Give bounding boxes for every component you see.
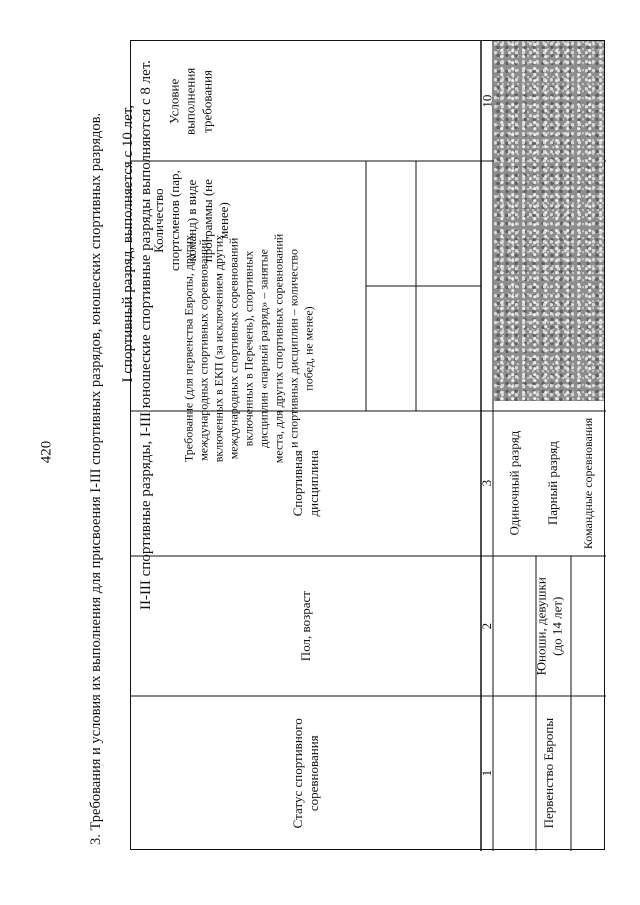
col-number-10 [478, 41, 494, 161]
header-athletes-count: Количество спортсменов (пар, команд) в виде программы (не менее) [150, 170, 231, 272]
requirements-table [130, 40, 605, 850]
row-discipline-singles [493, 411, 536, 556]
status-value: Первенство Европы [541, 718, 557, 829]
header-discipline-cell [131, 411, 481, 556]
header-requirement-cell [131, 233, 366, 464]
row-discipline-team-label: Командные соревнования [581, 417, 596, 550]
row-discipline-singles-label: Одиночный разряд [506, 431, 522, 536]
row-discipline-doubles [536, 411, 571, 556]
col-number-1-label: 1 [478, 770, 494, 777]
header-status: Статус спортивного соревнования [289, 718, 321, 829]
header-condition-cell [131, 41, 251, 161]
sex-age-value: Юноши, девушки (до 14 лет) [533, 576, 565, 676]
col-number-3-label: 3 [478, 480, 494, 487]
sex-age-value-cell [493, 556, 606, 696]
page-number: 420 [38, 440, 55, 464]
col-number-2 [478, 556, 494, 696]
header-condition: Условие выполнения требования [166, 67, 215, 135]
status-value-cell [493, 696, 606, 851]
scan-shaded-area [494, 41, 604, 401]
header-discipline: Спортивная дисциплина [289, 450, 321, 517]
header-requirement: Требование (для первенства Европы, других международных спортивных соревнований, включенных в ЕКП (за исключением других международных спортивных соревнований включенных в Перечень), спортивных дисциплин «парный разряд» – занятые места, для других спортивных соревнований и спортивных дисциплин – количество побед, не менее) [181, 233, 315, 464]
row-discipline-team [571, 411, 606, 556]
row-discipline-doubles-label: Парный разряд [545, 441, 561, 526]
col-number-10-label: 10 [478, 94, 494, 108]
header-status-cell [131, 696, 481, 851]
age-note-other-ranks: II-III спортивные разряды, I-III юношеские спортивные разряды выполняются с 8 лет. [138, 60, 154, 611]
age-note-first-rank: I спортивный разряд, выполняется с 10 лет, [120, 105, 136, 383]
header-sex-age: Пол, возраст [297, 590, 313, 662]
header-sex-age-cell [131, 556, 481, 696]
col-number-1 [478, 696, 494, 851]
section-heading: 3. Требования и условия их выполнения для присвоения I-III спортивных разрядов, юношеских спортивных разрядов. [88, 112, 104, 845]
col-number-3 [478, 411, 494, 556]
col-number-2-label: 2 [478, 622, 494, 630]
